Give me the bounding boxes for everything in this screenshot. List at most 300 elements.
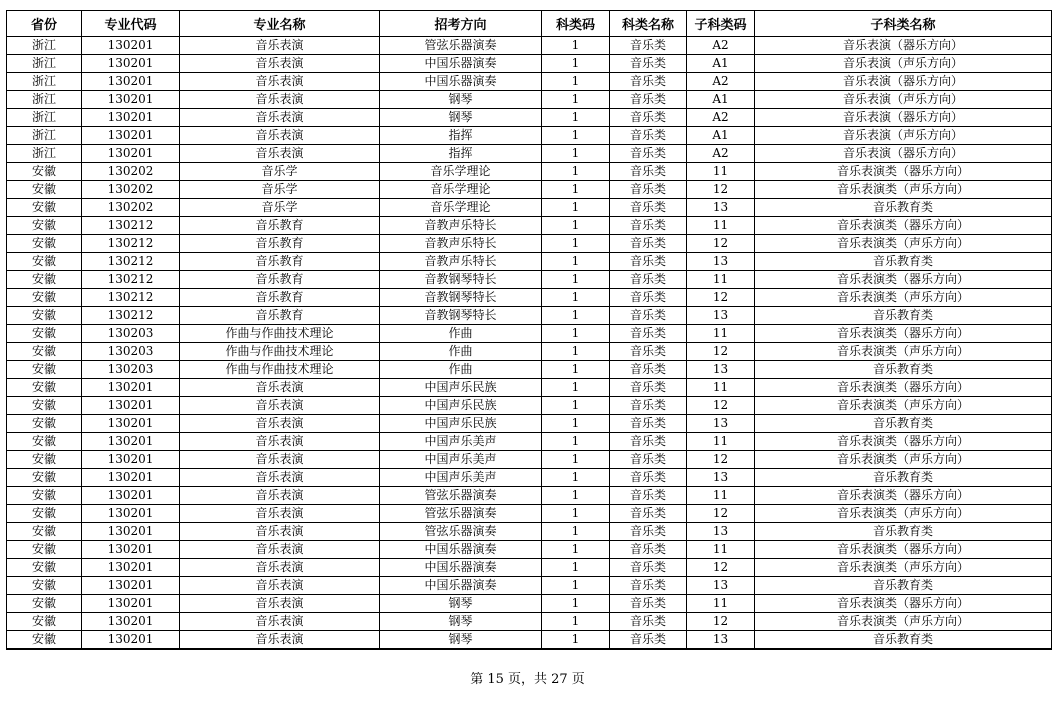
major-code-cell: 130212 (82, 271, 180, 289)
header-row (7, 11, 1052, 37)
province-cell: 安徽 (7, 181, 82, 199)
category-name-cell: 音乐类 (610, 109, 687, 127)
exam-direction-cell: 中国声乐美声 (380, 433, 542, 451)
province-cell: 浙江 (7, 127, 82, 145)
province-cell: 浙江 (7, 109, 82, 127)
province-cell: 安徽 (7, 361, 82, 379)
subcategory-name-cell: 音乐表演类（声乐方向） (755, 505, 1052, 523)
table-row (7, 559, 1052, 577)
table-row (7, 37, 1052, 55)
subcategory-code-cell: A2 (687, 109, 755, 127)
major-name-cell: 音乐表演 (180, 469, 380, 487)
category-code-cell: 1 (542, 505, 610, 523)
province-cell: 安徽 (7, 289, 82, 307)
category-name-cell: 音乐类 (610, 307, 687, 325)
province-cell: 安徽 (7, 523, 82, 541)
table-row (7, 469, 1052, 487)
subcategory-name-cell: 音乐表演类（器乐方向） (755, 487, 1052, 505)
subcategory-name-cell: 音乐表演类（声乐方向） (755, 451, 1052, 469)
subcategory-name-cell: 音乐表演类（声乐方向） (755, 559, 1052, 577)
major-name-cell: 作曲与作曲技术理论 (180, 361, 380, 379)
exam-direction-cell: 作曲 (380, 361, 542, 379)
exam-direction-cell: 钢琴 (380, 613, 542, 631)
subcategory-code-cell: 11 (687, 487, 755, 505)
major-code-cell: 130203 (82, 325, 180, 343)
subcategory-code-cell: 13 (687, 523, 755, 541)
category-code-cell: 1 (542, 433, 610, 451)
category-code-cell: 1 (542, 631, 610, 650)
category-code-cell: 1 (542, 595, 610, 613)
major-code-cell: 130201 (82, 541, 180, 559)
major-code-cell: 130201 (82, 379, 180, 397)
subcategory-name-cell: 音乐教育类 (755, 469, 1052, 487)
category-name-cell: 音乐类 (610, 271, 687, 289)
major-name-cell: 音乐表演 (180, 109, 380, 127)
exam-direction-cell: 音乐学理论 (380, 199, 542, 217)
major-code-cell: 130203 (82, 343, 180, 361)
exam-direction-cell: 中国声乐民族 (380, 415, 542, 433)
major-code-cell: 130201 (82, 469, 180, 487)
province-cell: 安徽 (7, 577, 82, 595)
category-code-cell: 1 (542, 325, 610, 343)
subcategory-code-cell: 12 (687, 505, 755, 523)
province-cell: 安徽 (7, 163, 82, 181)
subcategory-code-cell: 11 (687, 595, 755, 613)
admissions-table (6, 10, 1052, 650)
subcategory-code-cell: 12 (687, 613, 755, 631)
table-row (7, 163, 1052, 181)
exam-direction-cell: 音教钢琴特长 (380, 271, 542, 289)
subcategory-code-cell: 11 (687, 379, 755, 397)
category-code-cell: 1 (542, 127, 610, 145)
category-code-cell: 1 (542, 487, 610, 505)
major-name-cell: 音乐学 (180, 199, 380, 217)
subcategory-code-cell: A2 (687, 145, 755, 163)
major-code-cell: 130202 (82, 199, 180, 217)
subcategory-name-cell: 音乐表演（器乐方向） (755, 109, 1052, 127)
subcategory-name-cell: 音乐表演类（器乐方向） (755, 595, 1052, 613)
category-code-cell: 1 (542, 559, 610, 577)
major-code-cell: 130201 (82, 631, 180, 650)
table-row (7, 487, 1052, 505)
category-name-cell: 音乐类 (610, 199, 687, 217)
exam-direction-cell: 音乐学理论 (380, 181, 542, 199)
subcategory-name-cell: 音乐表演类（声乐方向） (755, 343, 1052, 361)
major-code-cell: 130203 (82, 361, 180, 379)
category-code-cell: 1 (542, 217, 610, 235)
subcategory-code-cell: 11 (687, 217, 755, 235)
subcategory-name-cell: 音乐表演（声乐方向） (755, 91, 1052, 109)
category-name-cell: 音乐类 (610, 613, 687, 631)
table-body (7, 37, 1052, 650)
major-code-cell: 130212 (82, 307, 180, 325)
category-code-cell: 1 (542, 235, 610, 253)
exam-direction-cell: 钢琴 (380, 631, 542, 650)
exam-direction-cell: 作曲 (380, 325, 542, 343)
exam-direction-cell: 中国声乐美声 (380, 469, 542, 487)
subcategory-code-cell: 12 (687, 181, 755, 199)
category-code-cell: 1 (542, 73, 610, 91)
table-row (7, 109, 1052, 127)
major-name-cell: 音乐表演 (180, 415, 380, 433)
major-name-cell: 音乐表演 (180, 73, 380, 91)
table-row (7, 613, 1052, 631)
category-code-cell: 1 (542, 253, 610, 271)
subcategory-code-cell: 13 (687, 307, 755, 325)
subcategory-code-cell: 11 (687, 163, 755, 181)
subcategory-code-cell: A2 (687, 73, 755, 91)
table-row (7, 145, 1052, 163)
category-name-cell: 音乐类 (610, 37, 687, 55)
table-row (7, 91, 1052, 109)
category-code-cell: 1 (542, 109, 610, 127)
subcategory-name-cell: 音乐表演（器乐方向） (755, 73, 1052, 91)
category-code-cell: 1 (542, 415, 610, 433)
category-name-cell: 音乐类 (610, 181, 687, 199)
subcategory-code-cell: 11 (687, 271, 755, 289)
major-name-cell: 音乐表演 (180, 595, 380, 613)
exam-direction-cell: 作曲 (380, 343, 542, 361)
major-name-cell: 作曲与作曲技术理论 (180, 325, 380, 343)
table-row (7, 55, 1052, 73)
province-cell: 安徽 (7, 631, 82, 650)
table-row (7, 397, 1052, 415)
category-code-cell: 1 (542, 91, 610, 109)
subcategory-code-cell: 13 (687, 361, 755, 379)
major-code-cell: 130201 (82, 559, 180, 577)
category-code-cell: 1 (542, 307, 610, 325)
category-name-cell: 音乐类 (610, 163, 687, 181)
category-name-cell: 音乐类 (610, 379, 687, 397)
major-code-cell: 130201 (82, 37, 180, 55)
page-number: 第 15 页，共 27 页 (470, 672, 585, 687)
major-code-cell: 130201 (82, 415, 180, 433)
header-major-name: 专业名称 (180, 11, 380, 37)
province-cell: 安徽 (7, 235, 82, 253)
table-row (7, 505, 1052, 523)
subcategory-code-cell: 12 (687, 559, 755, 577)
category-code-cell: 1 (542, 523, 610, 541)
province-cell: 安徽 (7, 595, 82, 613)
category-code-cell: 1 (542, 37, 610, 55)
header-category-name: 科类名称 (610, 11, 687, 37)
province-cell: 安徽 (7, 343, 82, 361)
subcategory-name-cell: 音乐教育类 (755, 577, 1052, 595)
category-name-cell: 音乐类 (610, 559, 687, 577)
table-row (7, 271, 1052, 289)
exam-direction-cell: 中国声乐民族 (380, 397, 542, 415)
major-name-cell: 音乐教育 (180, 235, 380, 253)
subcategory-code-cell: 13 (687, 199, 755, 217)
major-code-cell: 130201 (82, 613, 180, 631)
category-name-cell: 音乐类 (610, 631, 687, 650)
category-name-cell: 音乐类 (610, 415, 687, 433)
subcategory-name-cell: 音乐表演（声乐方向） (755, 55, 1052, 73)
major-name-cell: 音乐学 (180, 181, 380, 199)
major-code-cell: 130201 (82, 145, 180, 163)
major-code-cell: 130201 (82, 505, 180, 523)
subcategory-name-cell: 音乐表演类（声乐方向） (755, 181, 1052, 199)
major-name-cell: 音乐学 (180, 163, 380, 181)
subcategory-name-cell: 音乐表演类（器乐方向） (755, 379, 1052, 397)
subcategory-code-cell: 13 (687, 253, 755, 271)
category-name-cell: 音乐类 (610, 577, 687, 595)
table-row (7, 325, 1052, 343)
major-name-cell: 音乐表演 (180, 505, 380, 523)
category-name-cell: 音乐类 (610, 595, 687, 613)
major-name-cell: 音乐表演 (180, 127, 380, 145)
province-cell: 安徽 (7, 613, 82, 631)
table-row (7, 127, 1052, 145)
category-code-cell: 1 (542, 181, 610, 199)
table-row (7, 541, 1052, 559)
category-name-cell: 音乐类 (610, 433, 687, 451)
exam-direction-cell: 管弦乐器演奏 (380, 505, 542, 523)
subcategory-code-cell: 13 (687, 631, 755, 650)
category-name-cell: 音乐类 (610, 523, 687, 541)
subcategory-code-cell: A1 (687, 127, 755, 145)
exam-direction-cell: 管弦乐器演奏 (380, 37, 542, 55)
major-name-cell: 音乐表演 (180, 451, 380, 469)
major-name-cell: 音乐表演 (180, 37, 380, 55)
subcategory-name-cell: 音乐表演类（声乐方向） (755, 235, 1052, 253)
subcategory-name-cell: 音乐教育类 (755, 199, 1052, 217)
category-code-cell: 1 (542, 271, 610, 289)
table-row (7, 415, 1052, 433)
category-code-cell: 1 (542, 397, 610, 415)
category-code-cell: 1 (542, 163, 610, 181)
subcategory-name-cell: 音乐表演（器乐方向） (755, 145, 1052, 163)
subcategory-name-cell: 音乐教育类 (755, 523, 1052, 541)
major-code-cell: 130212 (82, 217, 180, 235)
header-category-code: 科类码 (542, 11, 610, 37)
province-cell: 安徽 (7, 379, 82, 397)
category-code-cell: 1 (542, 289, 610, 307)
category-name-cell: 音乐类 (610, 343, 687, 361)
major-name-cell: 音乐教育 (180, 253, 380, 271)
subcategory-name-cell: 音乐教育类 (755, 361, 1052, 379)
table-row (7, 181, 1052, 199)
province-cell: 浙江 (7, 91, 82, 109)
exam-direction-cell: 音乐学理论 (380, 163, 542, 181)
category-name-cell: 音乐类 (610, 505, 687, 523)
exam-direction-cell: 中国乐器演奏 (380, 55, 542, 73)
major-name-cell: 音乐表演 (180, 145, 380, 163)
subcategory-name-cell: 音乐表演类（声乐方向） (755, 289, 1052, 307)
category-code-cell: 1 (542, 469, 610, 487)
table-row (7, 73, 1052, 91)
exam-direction-cell: 指挥 (380, 145, 542, 163)
table-row (7, 577, 1052, 595)
subcategory-code-cell: 12 (687, 289, 755, 307)
subcategory-code-cell: 13 (687, 577, 755, 595)
exam-direction-cell: 钢琴 (380, 91, 542, 109)
province-cell: 浙江 (7, 73, 82, 91)
province-cell: 安徽 (7, 505, 82, 523)
table-row (7, 217, 1052, 235)
category-name-cell: 音乐类 (610, 541, 687, 559)
major-name-cell: 音乐表演 (180, 559, 380, 577)
major-name-cell: 音乐表演 (180, 577, 380, 595)
subcategory-name-cell: 音乐表演（声乐方向） (755, 127, 1052, 145)
subcategory-code-cell: A1 (687, 55, 755, 73)
major-name-cell: 音乐表演 (180, 433, 380, 451)
province-cell: 安徽 (7, 541, 82, 559)
category-name-cell: 音乐类 (610, 73, 687, 91)
major-name-cell: 音乐表演 (180, 379, 380, 397)
subcategory-code-cell: 13 (687, 415, 755, 433)
subcategory-name-cell: 音乐表演（器乐方向） (755, 37, 1052, 55)
subcategory-code-cell: A1 (687, 91, 755, 109)
major-code-cell: 130201 (82, 91, 180, 109)
category-code-cell: 1 (542, 145, 610, 163)
subcategory-code-cell: 12 (687, 343, 755, 361)
subcategory-name-cell: 音乐表演类（声乐方向） (755, 613, 1052, 631)
category-name-cell: 音乐类 (610, 55, 687, 73)
header-subcategory-name: 子科类名称 (755, 11, 1052, 37)
table-row (7, 235, 1052, 253)
category-name-cell: 音乐类 (610, 487, 687, 505)
subcategory-code-cell: 11 (687, 541, 755, 559)
subcategory-name-cell: 音乐表演类（器乐方向） (755, 325, 1052, 343)
exam-direction-cell: 中国乐器演奏 (380, 73, 542, 91)
table-row (7, 253, 1052, 271)
table-row (7, 307, 1052, 325)
table-row (7, 379, 1052, 397)
subcategory-name-cell: 音乐表演类（器乐方向） (755, 433, 1052, 451)
province-cell: 浙江 (7, 145, 82, 163)
exam-direction-cell: 音教声乐特长 (380, 253, 542, 271)
province-cell: 安徽 (7, 199, 82, 217)
province-cell: 安徽 (7, 253, 82, 271)
major-name-cell: 音乐教育 (180, 271, 380, 289)
table-row (7, 199, 1052, 217)
subcategory-code-cell: 11 (687, 433, 755, 451)
major-name-cell: 音乐表演 (180, 487, 380, 505)
major-code-cell: 130202 (82, 163, 180, 181)
exam-direction-cell: 音教钢琴特长 (380, 307, 542, 325)
subcategory-name-cell: 音乐教育类 (755, 631, 1052, 650)
category-name-cell: 音乐类 (610, 127, 687, 145)
subcategory-name-cell: 音乐教育类 (755, 415, 1052, 433)
province-cell: 安徽 (7, 469, 82, 487)
subcategory-code-cell: 12 (687, 397, 755, 415)
header-province: 省份 (7, 11, 82, 37)
table-row (7, 343, 1052, 361)
table-row (7, 523, 1052, 541)
category-name-cell: 音乐类 (610, 325, 687, 343)
major-code-cell: 130201 (82, 595, 180, 613)
table-row (7, 433, 1052, 451)
table-header (7, 11, 1052, 37)
category-code-cell: 1 (542, 361, 610, 379)
exam-direction-cell: 中国声乐民族 (380, 379, 542, 397)
subcategory-name-cell: 音乐教育类 (755, 307, 1052, 325)
category-name-cell: 音乐类 (610, 361, 687, 379)
subcategory-name-cell: 音乐表演类（器乐方向） (755, 217, 1052, 235)
province-cell: 安徽 (7, 271, 82, 289)
province-cell: 安徽 (7, 307, 82, 325)
exam-direction-cell: 音教钢琴特长 (380, 289, 542, 307)
major-name-cell: 音乐表演 (180, 55, 380, 73)
major-code-cell: 130212 (82, 235, 180, 253)
category-code-cell: 1 (542, 55, 610, 73)
table-row (7, 289, 1052, 307)
major-code-cell: 130212 (82, 289, 180, 307)
category-code-cell: 1 (542, 343, 610, 361)
major-code-cell: 130201 (82, 127, 180, 145)
category-name-cell: 音乐类 (610, 253, 687, 271)
exam-direction-cell: 指挥 (380, 127, 542, 145)
category-name-cell: 音乐类 (610, 91, 687, 109)
table-row (7, 451, 1052, 469)
category-name-cell: 音乐类 (610, 235, 687, 253)
subcategory-name-cell: 音乐表演类（器乐方向） (755, 541, 1052, 559)
subcategory-code-cell: 12 (687, 235, 755, 253)
major-code-cell: 130201 (82, 397, 180, 415)
category-code-cell: 1 (542, 613, 610, 631)
subcategory-name-cell: 音乐表演类（器乐方向） (755, 271, 1052, 289)
category-code-cell: 1 (542, 541, 610, 559)
category-name-cell: 音乐类 (610, 469, 687, 487)
province-cell: 安徽 (7, 559, 82, 577)
province-cell: 浙江 (7, 37, 82, 55)
exam-direction-cell: 中国乐器演奏 (380, 559, 542, 577)
major-code-cell: 130201 (82, 73, 180, 91)
subcategory-name-cell: 音乐表演类（声乐方向） (755, 397, 1052, 415)
major-name-cell: 音乐教育 (180, 289, 380, 307)
category-name-cell: 音乐类 (610, 145, 687, 163)
category-name-cell: 音乐类 (610, 289, 687, 307)
header-subcategory-code: 子科类码 (687, 11, 755, 37)
major-code-cell: 130201 (82, 487, 180, 505)
major-code-cell: 130201 (82, 433, 180, 451)
exam-direction-cell: 中国乐器演奏 (380, 577, 542, 595)
category-code-cell: 1 (542, 451, 610, 469)
subcategory-name-cell: 音乐表演类（器乐方向） (755, 163, 1052, 181)
province-cell: 安徽 (7, 433, 82, 451)
major-name-cell: 作曲与作曲技术理论 (180, 343, 380, 361)
major-name-cell: 音乐表演 (180, 631, 380, 650)
subcategory-code-cell: 13 (687, 469, 755, 487)
subcategory-name-cell: 音乐教育类 (755, 253, 1052, 271)
exam-direction-cell: 钢琴 (380, 109, 542, 127)
exam-direction-cell: 音教声乐特长 (380, 217, 542, 235)
major-name-cell: 音乐教育 (180, 217, 380, 235)
category-name-cell: 音乐类 (610, 451, 687, 469)
category-code-cell: 1 (542, 379, 610, 397)
province-cell: 安徽 (7, 325, 82, 343)
major-name-cell: 音乐表演 (180, 397, 380, 415)
province-cell: 安徽 (7, 217, 82, 235)
table-row (7, 595, 1052, 613)
table-row (7, 361, 1052, 379)
province-cell: 安徽 (7, 487, 82, 505)
subcategory-code-cell: 11 (687, 325, 755, 343)
province-cell: 安徽 (7, 415, 82, 433)
header-major-code: 专业代码 (82, 11, 180, 37)
category-name-cell: 音乐类 (610, 397, 687, 415)
major-code-cell: 130201 (82, 451, 180, 469)
major-name-cell: 音乐表演 (180, 541, 380, 559)
table-row (7, 631, 1052, 650)
header-exam-direction: 招考方向 (380, 11, 542, 37)
exam-direction-cell: 音教声乐特长 (380, 235, 542, 253)
major-name-cell: 音乐表演 (180, 91, 380, 109)
exam-direction-cell: 管弦乐器演奏 (380, 523, 542, 541)
major-code-cell: 130212 (82, 253, 180, 271)
category-name-cell: 音乐类 (610, 217, 687, 235)
